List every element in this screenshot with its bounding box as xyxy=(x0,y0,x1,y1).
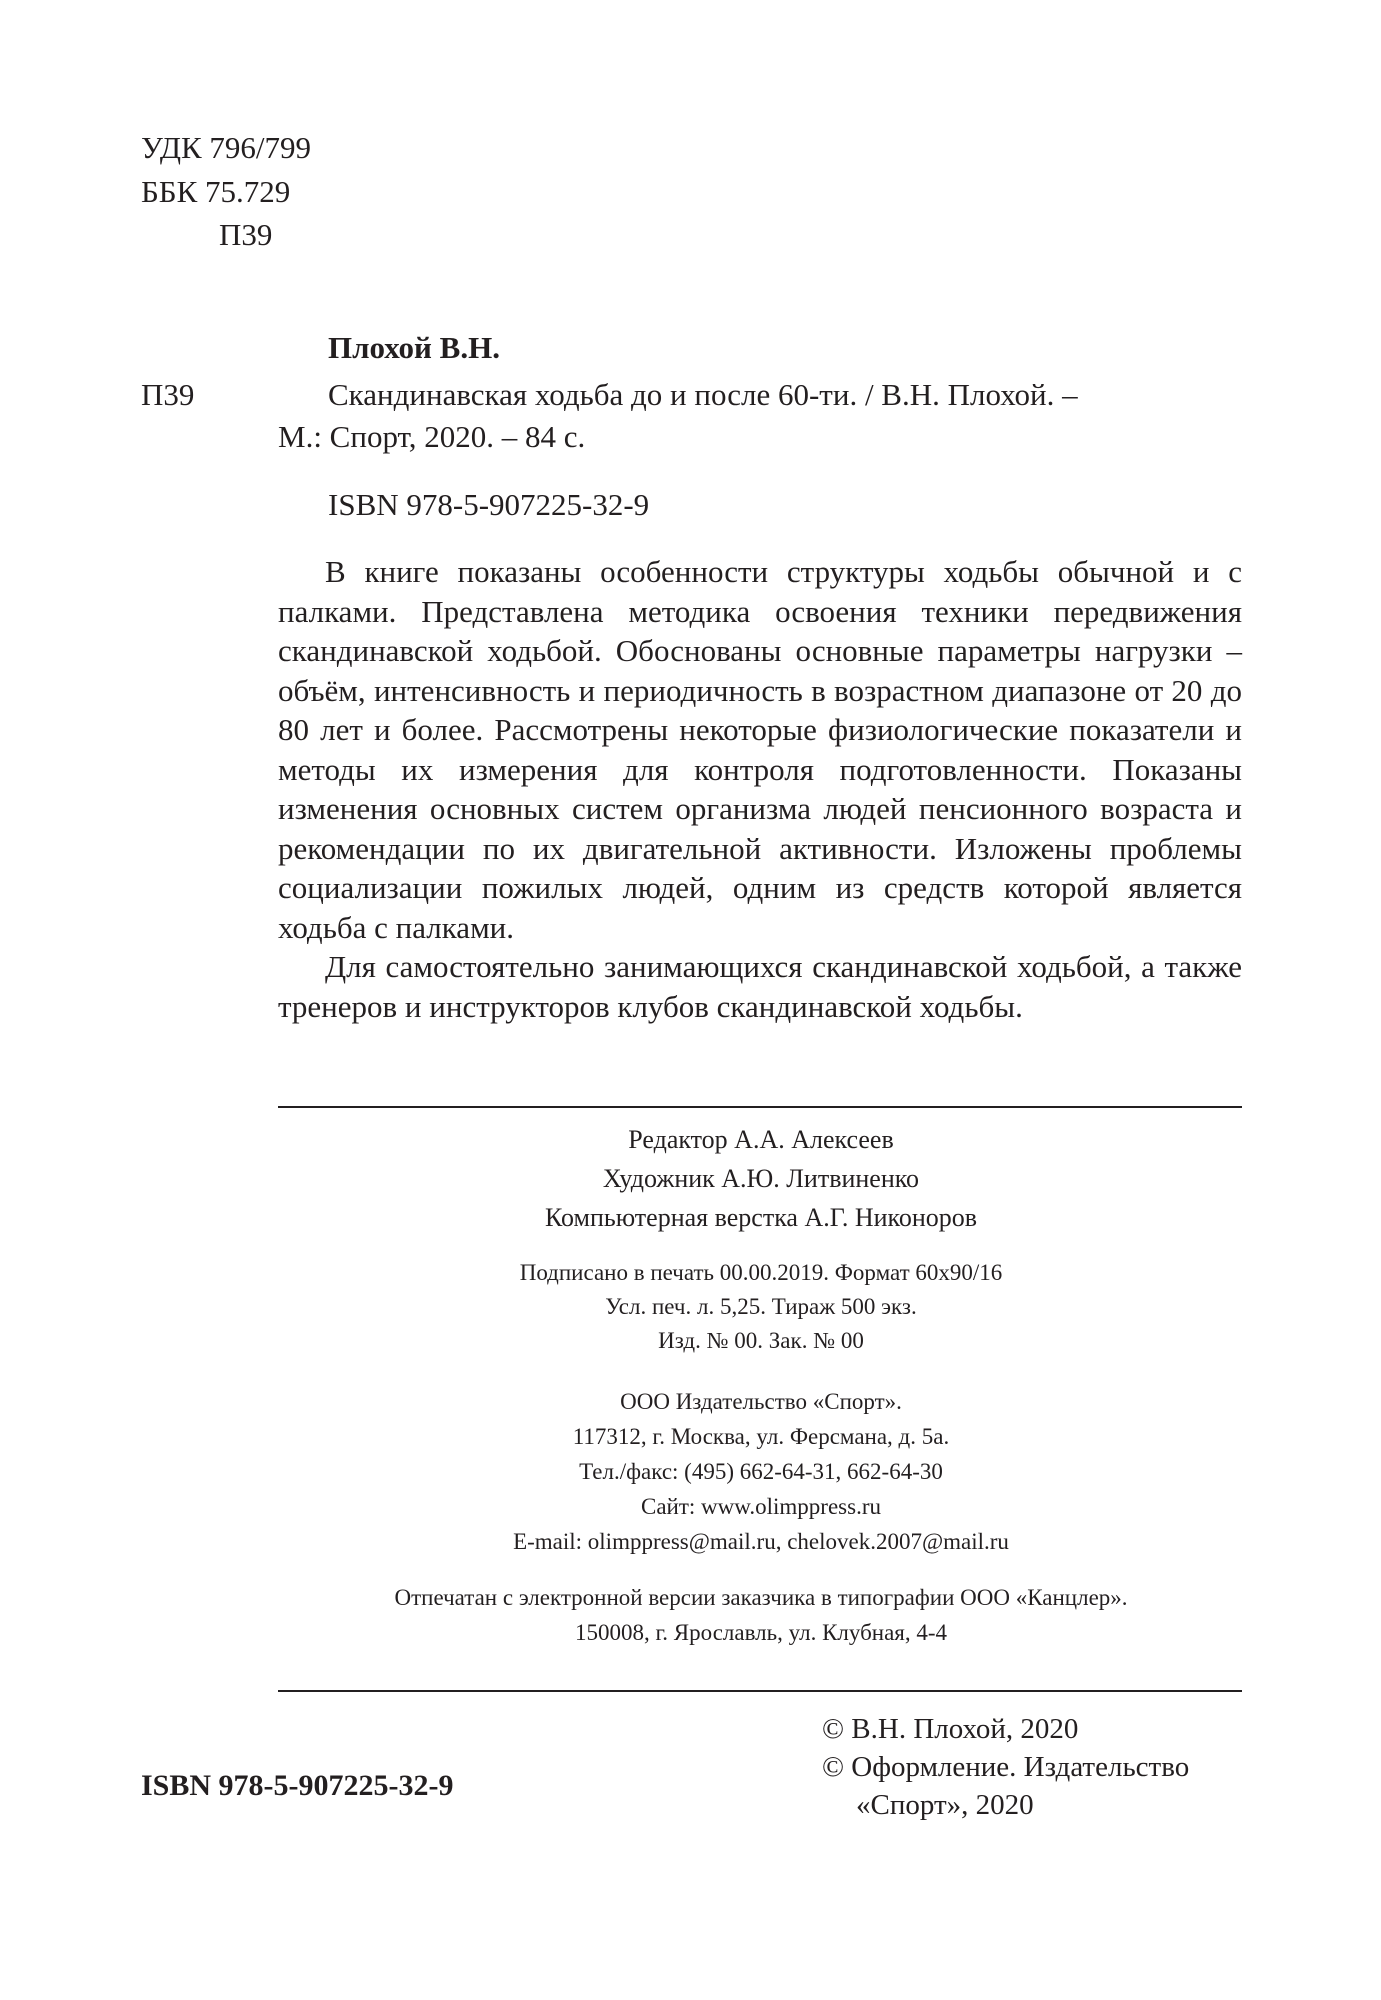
copyright-block xyxy=(822,1710,1189,1824)
printer-line-1: Отпечатан с электронной версии заказчика в типографии ООО «Канцлер». xyxy=(394,1585,1128,1610)
isbn-main: ISBN 978-5-907225-32-9 xyxy=(328,487,650,522)
artist-credit: Художник А.Ю. Литвиненко xyxy=(602,1164,920,1193)
editor-credit: Редактор А.А. Алексеев xyxy=(628,1125,894,1154)
print-signed: Подписано в печать 00.00.2019. Формат 60х90/16 xyxy=(519,1260,1003,1285)
author-mark-top: П39 xyxy=(219,217,273,252)
title-line-1: Скандинавская ходьба до и после 60-ти. / В.Н. Плохой. – xyxy=(328,377,1078,412)
annotation-paragraph-1: В книге показаны особенности структуры ходьбы обычной и с палками. Представлена методика освоения техники передвижения скандинавской ходьбой. Обоснованы основные параметры нагрузки – объём, интенсивность и периодичность в возрастном диапазоне от 20 до 80 лет и более. Рассмотрены некоторые физиологические показатели и методы их измерения для контроля подготовленности. Показаны изменения основных систем организма людей пенсионного возраста и рекомендации по их двигательной активности. Изложены проблемы социализации пожилых людей, одним из средств которой является ходьба с палками. xyxy=(278,554,1242,945)
udk-code: УДК 796/799 xyxy=(141,130,312,165)
publisher-info xyxy=(278,1384,1244,1559)
printer-line-2: 150008, г. Ярославль, ул. Клубная, 4-4 xyxy=(574,1620,948,1645)
isbn-footer: ISBN 978-5-907225-32-9 xyxy=(141,1769,454,1802)
publisher-email: E-mail: olimppress@mail.ru, chelovek.2007@mail.ru xyxy=(513,1529,1009,1554)
divider-top xyxy=(278,1106,1242,1108)
title-line-2: М.: Спорт, 2020. – 84 с. xyxy=(278,419,586,454)
printer-info xyxy=(278,1580,1244,1650)
author-mark-side: П39 xyxy=(141,377,195,412)
print-sheets: Усл. печ. л. 5,25. Тираж 500 экз. xyxy=(605,1294,917,1319)
publisher-phone: Тел./факс: (495) 662-64-31, 662-64-30 xyxy=(579,1459,943,1484)
author-name: Плохой В.Н. xyxy=(328,330,500,365)
annotation xyxy=(278,552,1242,1026)
publisher-site: Сайт: www.olimppress.ru xyxy=(641,1494,881,1519)
print-order: Изд. № 00. Зак. № 00 xyxy=(658,1328,864,1353)
publisher-address: 117312, г. Москва, ул. Ферсмана, д. 5а. xyxy=(572,1424,950,1449)
layout-credit: Компьютерная верстка А.Г. Никоноров xyxy=(544,1203,978,1232)
copyright-publisher: «Спорт», 2020 xyxy=(856,1789,1034,1821)
credits xyxy=(278,1120,1244,1237)
annotation-paragraph-2: Для самостоятельно занимающихся скандинавской ходьбой, а также тренеров и инструкторов клубов скандинавской ходьбы. xyxy=(278,949,1242,1024)
divider-bottom xyxy=(278,1690,1242,1692)
copyright-author: © В.Н. Плохой, 2020 xyxy=(822,1713,1079,1745)
copyright-design: © Оформление. Издательство xyxy=(822,1751,1190,1783)
bbk-code: ББК 75.729 xyxy=(141,174,291,209)
print-info xyxy=(278,1256,1244,1358)
publisher-name: ООО Издательство «Спорт». xyxy=(620,1389,902,1414)
